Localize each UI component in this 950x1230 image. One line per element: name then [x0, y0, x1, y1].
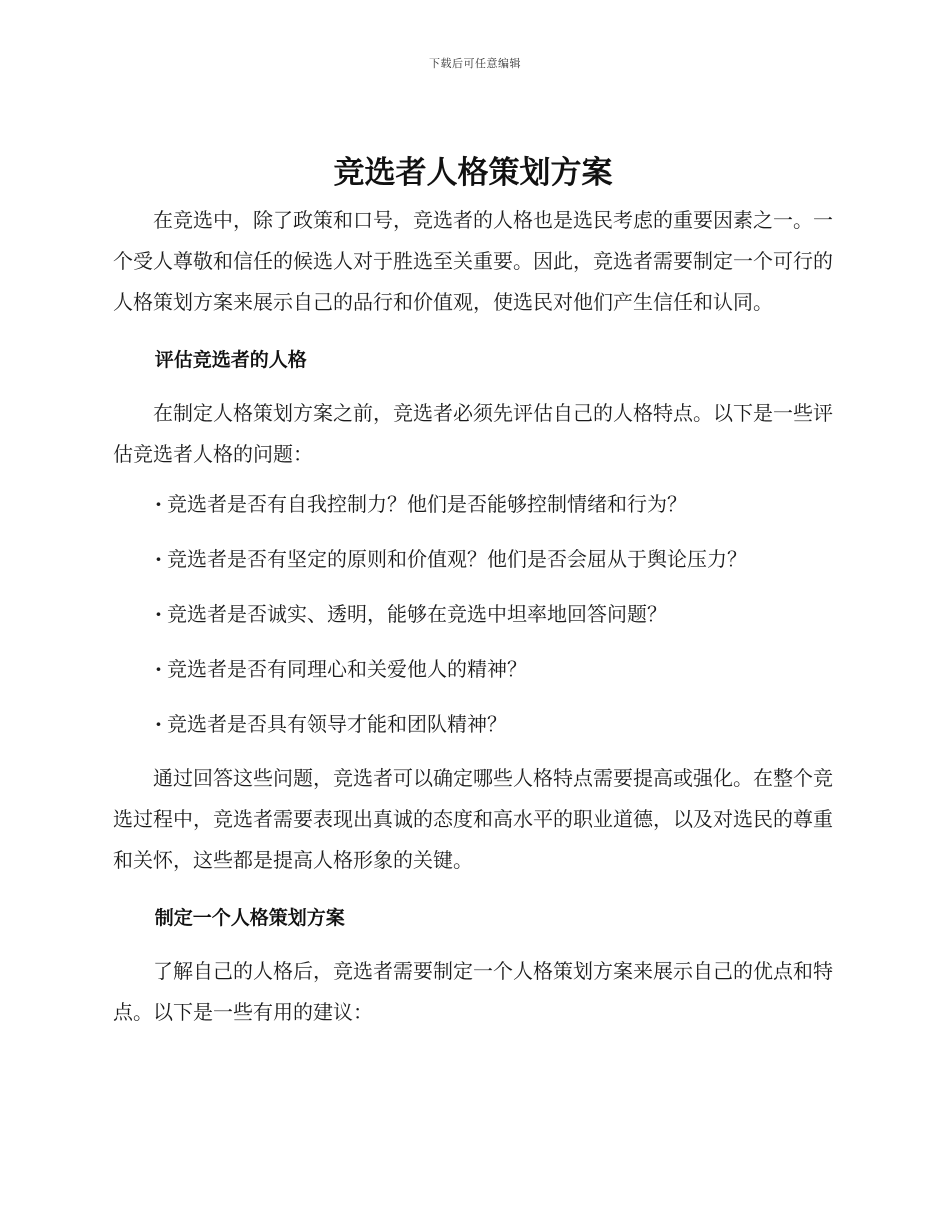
section1-conclusion-paragraph: 通过回答这些问题，竞选者可以确定哪些人格特点需要提高或强化。在整个竞选过程中，竞选者需要表现出真诚的态度和高水平的职业道德，以及对选民的尊重和关怀，这些都是提高人格形象的关键。: [113, 766, 833, 872]
document-title: 竞选者人格策划方案: [333, 155, 613, 191]
intro-paragraph: 在竞选中，除了政策和口号，竞选者的人格也是选民考虑的重要因素之一。一个受人尊敬和信任的候选人对于胜选至关重要。因此，竞选者需要制定一个可行的人格策划方案来展示自己的品行和价值观，使选民对他们产生信任和认同。: [113, 208, 833, 314]
section-heading-assess: 评估竞选者的人格: [154, 349, 307, 371]
section1-lead-paragraph: 在制定人格策划方案之前，竞选者必须先评估自己的人格特点。以下是一些评估竞选者人格的问题：: [113, 401, 833, 466]
list-item-text: 竞选者是否有坚定的原则和价值观？他们是否会屈从于舆论压力？: [167, 547, 747, 571]
list-item: [155, 709, 833, 739]
list-item: [155, 599, 833, 629]
list-item: [155, 544, 833, 574]
list-item-text: 竞选者是否具有领导才能和团队精神？: [167, 712, 507, 736]
header-note: 下载后可任意编辑: [429, 57, 521, 70]
bullet-dot: ·: [155, 712, 162, 736]
document-body: [113, 150, 833, 1033]
section2-lead-paragraph: 了解自己的人格后，竞选者需要制定一个人格策划方案来展示自己的优点和特点。以下是一些有用的建议：: [113, 959, 833, 1024]
list-item: [155, 489, 833, 519]
bullet-dot: ·: [155, 547, 162, 571]
assessment-question-list: [113, 489, 833, 739]
list-item-text: 竞选者是否有自我控制力？他们是否能够控制情绪和行为？: [167, 492, 687, 516]
section-heading-plan: 制定一个人格策划方案: [154, 907, 345, 929]
list-item-text: 竞选者是否有同理心和关爱他人的精神？: [167, 657, 527, 681]
list-item: [155, 654, 833, 684]
bullet-dot: ·: [155, 657, 162, 681]
list-item-text: 竞选者是否诚实、透明，能够在竞选中坦率地回答问题？: [167, 602, 667, 626]
bullet-dot: ·: [155, 602, 162, 626]
bullet-dot: ·: [155, 492, 162, 516]
